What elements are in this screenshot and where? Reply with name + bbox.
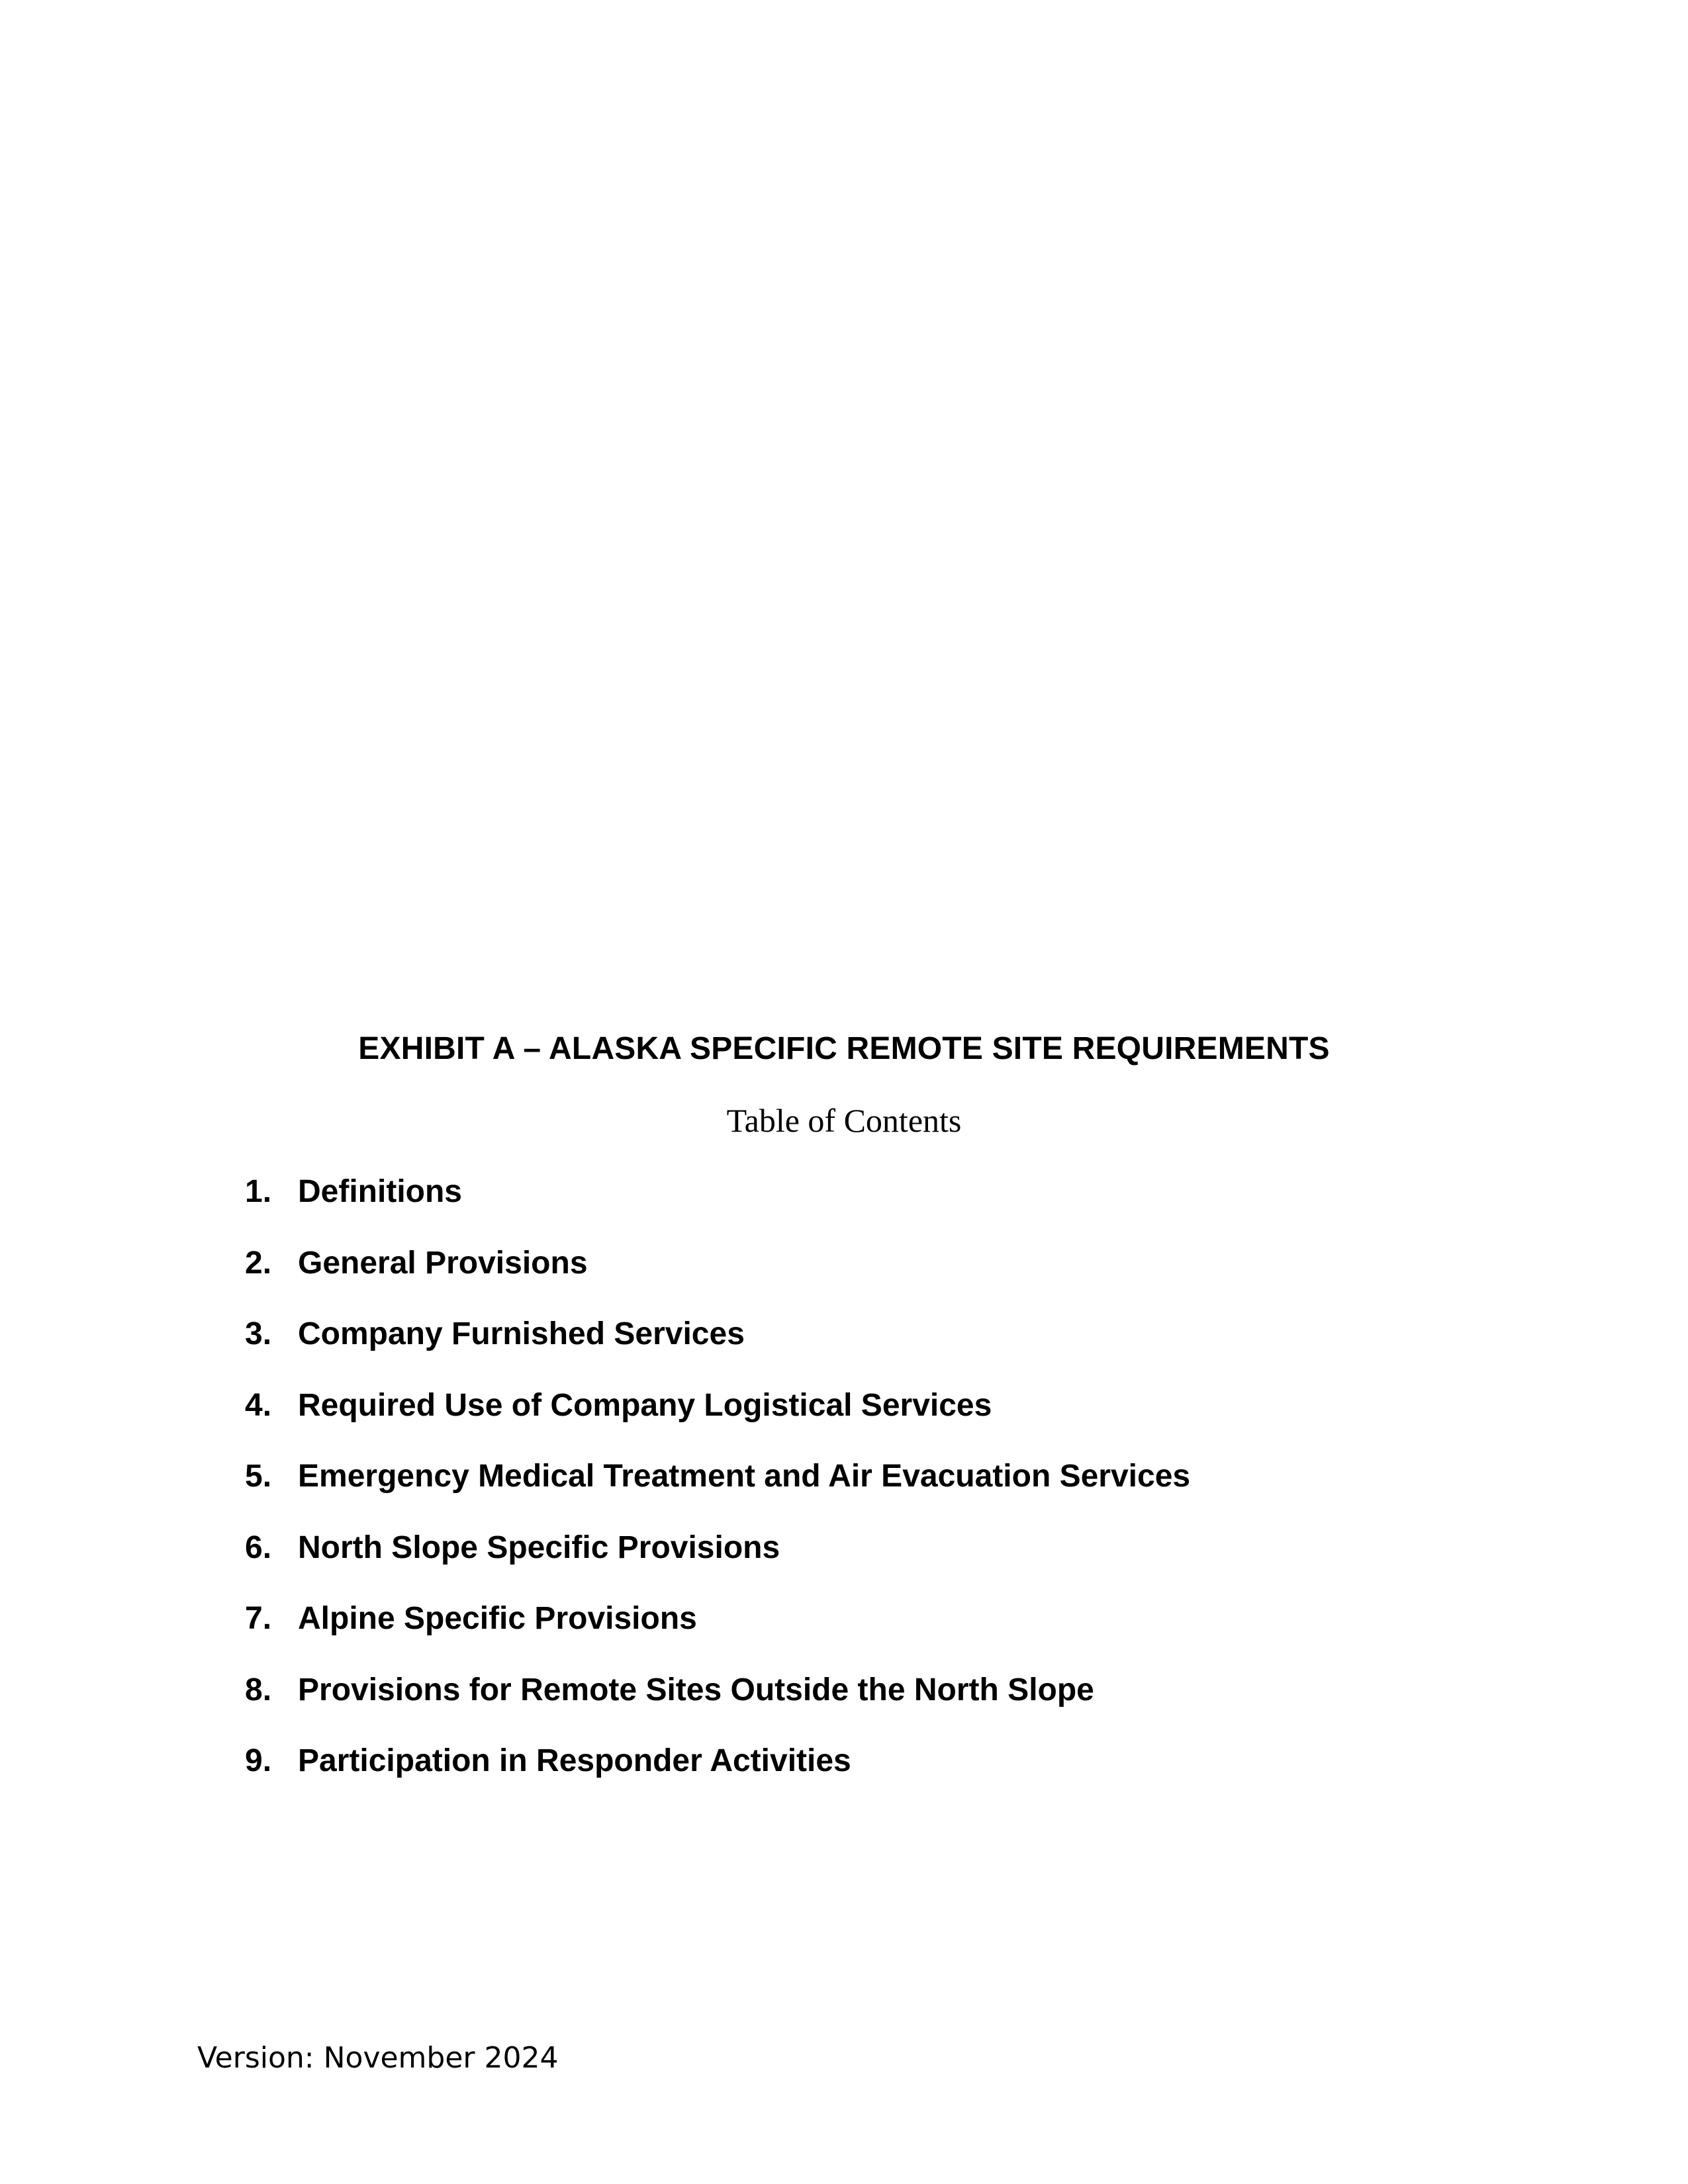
toc-item xyxy=(245,1383,1569,1454)
toc-item-number: 8. xyxy=(245,1672,272,1707)
toc-item xyxy=(245,1596,1569,1667)
toc-item-label: Required Use of Company Logistical Services xyxy=(298,1387,992,1423)
toc-item xyxy=(245,1738,1569,1809)
table-of-contents-heading: Table of Contents xyxy=(726,1102,962,1139)
version-footer: Version: November 2024 xyxy=(197,2041,559,2075)
toc-item-number: 6. xyxy=(245,1529,272,1565)
toc-item xyxy=(245,1453,1569,1525)
toc-item-number: 1. xyxy=(245,1174,272,1209)
toc-item-label: Alpine Specific Provisions xyxy=(298,1601,697,1636)
toc-item xyxy=(245,1525,1569,1596)
toc-item-label: General Provisions xyxy=(298,1245,588,1281)
toc-item xyxy=(245,1311,1569,1383)
toc-item-number: 3. xyxy=(245,1316,272,1351)
document-title: EXHIBIT A – ALASKA SPECIFIC REMOTE SITE REQUIREMENTS xyxy=(358,1031,1330,1066)
toc-item-label: Emergency Medical Treatment and Air Evacuation Services xyxy=(298,1459,1191,1494)
toc-item-label: North Slope Specific Provisions xyxy=(298,1529,780,1565)
toc-item-label: Company Furnished Services xyxy=(298,1316,745,1351)
toc-item-number: 7. xyxy=(245,1601,272,1636)
toc-item xyxy=(245,1667,1569,1739)
toc-item-number: 2. xyxy=(245,1245,272,1281)
toc-item-number: 5. xyxy=(245,1459,272,1494)
toc-item-label: Provisions for Remote Sites Outside the North Slope xyxy=(298,1672,1094,1707)
toc-item-number: 9. xyxy=(245,1743,272,1778)
toc-item xyxy=(245,1169,1569,1240)
toc-item-label: Participation in Responder Activities xyxy=(298,1743,851,1778)
toc-item xyxy=(245,1240,1569,1312)
table-of-contents-list xyxy=(245,1169,1569,1809)
toc-item-label: Definitions xyxy=(298,1174,462,1209)
toc-item-number: 4. xyxy=(245,1387,272,1423)
